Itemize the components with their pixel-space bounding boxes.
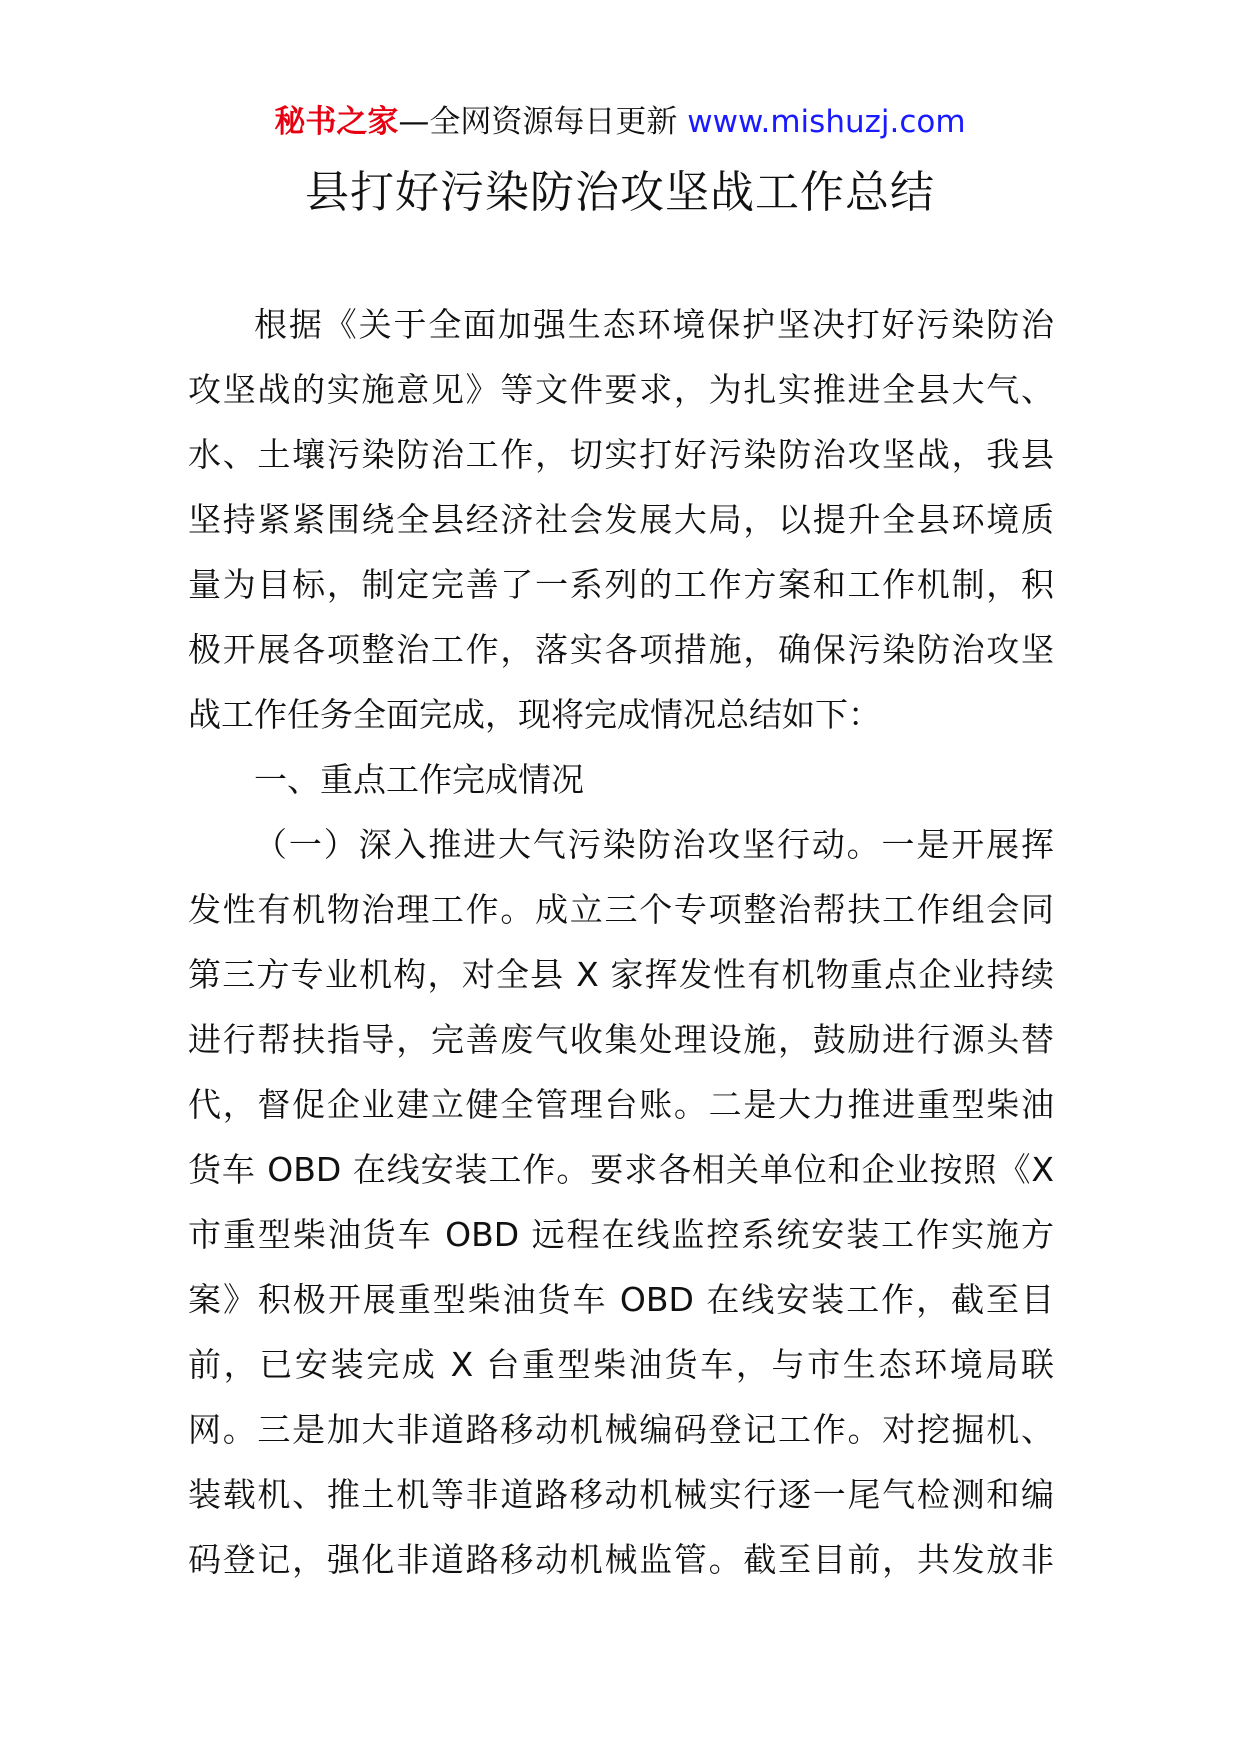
paragraph-line: 网。三是加大非道路移动机械编码登记工作。对挖掘机、 (188, 1410, 1054, 1449)
site-url-link[interactable]: www.mishuzj.com (687, 104, 966, 140)
paragraph-line: 前，已安装完成 X 台重型柴油货车，与市生态环境局联 (188, 1345, 1054, 1384)
document-body (188, 292, 1054, 1592)
paragraph-line: 极开展各项整治工作，落实各项措施，确保污染防治攻坚 (188, 630, 1054, 669)
paragraph-line: 案》积极开展重型柴油货车 OBD 在线安装工作，截至目 (188, 1280, 1054, 1319)
paragraph-line: 进行帮扶指导，完善废气收集处理设施，鼓励进行源头替 (188, 1020, 1054, 1059)
paragraph-line: 战工作任务全面完成，现将完成情况总结如下： (188, 695, 881, 734)
section-heading: 一、重点工作完成情况 (254, 760, 584, 799)
paragraph-line: 坚持紧紧围绕全县经济社会发展大局，以提升全县环境质 (188, 500, 1054, 539)
paragraph-line: 根据《关于全面加强生态环境保护坚决打好污染防治 (254, 305, 1054, 344)
paragraph-line: 攻坚战的实施意见》等文件要求，为扎实推进全县大气、 (188, 370, 1054, 409)
brand-name: 秘书之家 (274, 104, 399, 140)
document-title: 县打好污染防治攻坚战工作总结 (305, 167, 935, 218)
paragraph-line: 代，督促企业建立健全管理台账。二是大力推进重型柴油 (188, 1085, 1054, 1124)
paragraph-line: 装载机、推土机等非道路移动机械实行逐一尾气检测和编 (188, 1475, 1054, 1514)
watermark-header (0, 100, 1240, 144)
paragraph-line: 码登记，强化非道路移动机械监管。截至目前，共发放非 (188, 1540, 1054, 1579)
paragraph-line: （一）深入推进大气污染防治攻坚行动。一是开展挥 (254, 825, 1054, 864)
paragraph-line: 量为目标，制定完善了一系列的工作方案和工作机制，积 (188, 565, 1054, 604)
paragraph-line: 水、土壤污染防治工作，切实打好污染防治攻坚战，我县 (188, 435, 1054, 474)
paragraph-line: 第三方专业机构，对全县 X 家挥发性有机物重点企业持续 (188, 955, 1054, 994)
paragraph-line: 货车 OBD 在线安装工作。要求各相关单位和企业按照《X (188, 1150, 1054, 1189)
paragraph-line: 发性有机物治理工作。成立三个专项整治帮扶工作组会同 (188, 890, 1054, 929)
paragraph-line: 市重型柴油货车 OBD 远程在线监控系统安装工作实施方 (188, 1215, 1054, 1254)
header-tagline: —全网资源每日更新 (398, 104, 678, 140)
